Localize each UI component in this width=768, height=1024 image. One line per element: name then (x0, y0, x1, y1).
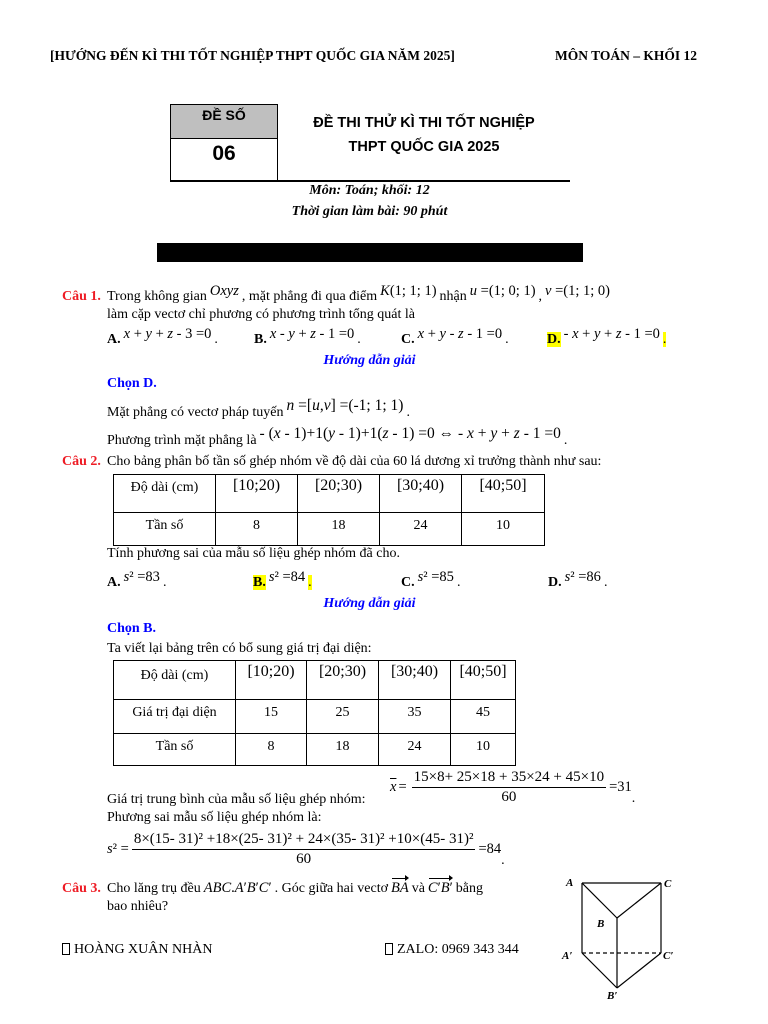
header-title: [HƯỚNG ĐẾN KÌ THI TỐT NGHIỆP THPT QUỐC GIA NĂM 2025] (50, 48, 455, 63)
table-cell: 35 (379, 700, 451, 734)
representative-value-table (113, 660, 516, 766)
option-expression: s² =86 (564, 569, 601, 585)
table-header-cell: [40;50] (451, 661, 516, 700)
answer-choice: Chọn B. (107, 621, 157, 636)
expression-end: . (501, 853, 505, 868)
solution-text: Mặt phẳng có vectơ pháp tuyến (107, 405, 284, 420)
question-3-label: Câu 3. (62, 881, 101, 896)
solution-text: Ta viết lại bảng trên có bổ sung giá trị đại diện: (107, 641, 372, 656)
mean-result: =31 (609, 778, 632, 795)
question-2-label: Câu 2. (62, 454, 101, 469)
mean-formula (390, 768, 635, 806)
exam-number-label: ĐỀ SỐ (171, 105, 277, 139)
question-text: , mặt phẳng đi qua điểm (241, 289, 378, 304)
vertex-label-b: B (597, 918, 605, 930)
question-3-line1 (62, 880, 483, 897)
question-text: Trong không gian (107, 289, 207, 304)
table-header-cell: [20;30) (298, 475, 380, 513)
edge-bc (617, 883, 661, 918)
table-row (114, 661, 516, 700)
math-expression: - (x - 1)+1(y - 1)+1(z - 1) =0 ⇔ - x + y + z - 1 =0 (259, 425, 561, 442)
math-expression: K(1; 1; 1) (380, 283, 437, 299)
answer-choice: Chọn D. (107, 376, 157, 391)
table-cell: 15 (236, 700, 307, 734)
question-2-line1 (62, 454, 601, 470)
math-expression: ABC.A′B′C′ (203, 880, 272, 896)
header-subject: MÔN TOÁN – KHỐI 12 (555, 48, 698, 63)
q1-option-d (547, 326, 667, 348)
q2-option-a (107, 569, 167, 591)
option-letter: D. (548, 575, 562, 590)
fraction-numerator: 8×(15- 31)² +18×(25- 31)² + 24×(35- 31)² +10×(45- 31)² (133, 831, 474, 847)
question-text: . Góc giữa hai vectơ (274, 881, 388, 896)
option-expression: x + y + z - 3 =0 (123, 326, 212, 342)
question-text: bằng (455, 881, 484, 896)
solution-heading: Hướng dẫn giải (323, 353, 416, 368)
q1-option-c (401, 326, 509, 348)
option-letter: D. (547, 332, 561, 347)
fraction-numerator: 15×8+ 25×18 + 35×24 + 45×10 (413, 769, 605, 785)
option-letter: C. (401, 332, 415, 347)
table-cell: 18 (307, 734, 379, 766)
mean-symbol: $\overline{x}$ (390, 778, 397, 795)
math-expression: u =(1; 0; 1) (469, 283, 536, 299)
q2-option-d (548, 569, 608, 591)
table-cell: 24 (380, 513, 462, 546)
edge-ab (582, 883, 617, 918)
footer-author (62, 942, 212, 958)
exam-number-box (170, 104, 278, 181)
table-cell: 24 (379, 734, 451, 766)
exam-duration: Thời gian làm bài: 90 phút (291, 204, 448, 219)
vertex-label-c: C (664, 878, 672, 890)
table-header-cell: Độ dài (cm) (114, 661, 236, 700)
table-cell: 10 (451, 734, 516, 766)
variance-fraction (132, 830, 476, 868)
question-1-line2: làm cặp vectơ chỉ phương có phương trình tổng quát là (107, 307, 415, 322)
edge-a1b1 (582, 953, 617, 988)
footer-zalo (385, 942, 519, 958)
option-end: . (162, 575, 167, 590)
exam-title-line2: THPT QUỐC GIA 2025 (348, 139, 500, 155)
solution-heading: Hướng dẫn giải (323, 596, 416, 611)
contact-icon (385, 943, 393, 955)
variance-result: =84 (478, 840, 502, 857)
exam-title-line1: ĐỀ THI THỬ KÌ THI TỐT NGHIỆP (313, 115, 535, 131)
prism-figure (555, 868, 695, 1005)
vertex-label-c1: C′ (663, 950, 674, 962)
table-header-cell: [30;40) (380, 475, 462, 513)
contact-icon (62, 943, 70, 955)
option-expression: s² =85 (417, 569, 454, 585)
option-end: . (456, 575, 461, 590)
table-row (114, 700, 516, 734)
table-cell: 18 (298, 513, 380, 546)
question-text: , (538, 289, 543, 304)
mean-label: Giá trị trung bình của mẫu số liệu ghép nhóm: (107, 792, 366, 807)
table-header-cell: [20;30) (307, 661, 379, 700)
mean-fraction (412, 768, 606, 806)
question-1-line1 (62, 283, 613, 305)
solution-text: Phương trình mặt phẳng là (107, 433, 257, 448)
option-letter: B. (253, 575, 266, 590)
math-expression: n =[u,v] =(-1; 1; 1) (286, 397, 404, 414)
table-row (114, 513, 545, 546)
variance-formula (107, 830, 505, 868)
expression-end: . (406, 405, 410, 420)
math-expression: Oxyz (209, 283, 239, 299)
question-text: Cho lăng trụ đều (107, 881, 201, 896)
table-cell: 25 (307, 700, 379, 734)
equals-sign: = (398, 778, 407, 795)
question-text: và (411, 881, 425, 896)
vertex-label-b1: B′ (607, 990, 618, 1002)
question-3-line2: bao nhiêu? (107, 899, 169, 914)
q2-option-b (253, 569, 312, 591)
expression-end: . (563, 433, 568, 448)
table-cell: 8 (236, 734, 307, 766)
frequency-table (113, 474, 545, 546)
vector-c1b1: C′B′ (427, 880, 453, 896)
zalo-contact: ZALO: 0969 343 344 (397, 942, 519, 957)
option-end: . (357, 332, 361, 347)
option-expression: s² =83 (123, 569, 160, 585)
variance-symbol: s² = (107, 840, 129, 857)
option-end: . (308, 575, 312, 590)
option-expression: s² =84 (268, 569, 306, 585)
q1-option-a (107, 326, 218, 348)
option-letter: A. (107, 332, 121, 347)
option-end: . (603, 575, 608, 590)
title-rule (170, 180, 570, 182)
exam-subject: Môn: Toán; khối: 12 (309, 183, 430, 198)
option-letter: A. (107, 575, 121, 590)
expression-end: . (631, 791, 636, 806)
vector-ba: BA (390, 880, 409, 896)
question-2-prompt: Tính phương sai của mẫu số liệu ghép nhóm đã cho. (107, 546, 400, 561)
table-header-cell: Độ dài (cm) (114, 475, 216, 513)
table-cell: Tần số (114, 513, 216, 546)
table-header-cell: [40;50] (462, 475, 545, 513)
option-end: . (662, 332, 667, 347)
question-text: Cho bảng phân bố tần số ghép nhóm về độ dài của 60 lá dương xỉ trưởng thành như sau: (107, 454, 602, 469)
question-1-label: Câu 1. (62, 289, 101, 304)
option-expression: - x + y + z - 1 =0 (563, 326, 660, 342)
math-expression: v =(1; 1; 0) (545, 283, 611, 299)
option-expression: x - y + z - 1 =0 (269, 326, 355, 342)
table-row (114, 475, 545, 513)
option-letter: C. (401, 575, 415, 590)
table-cell: 10 (462, 513, 545, 546)
table-cell: Tần số (114, 734, 236, 766)
plane-equation-line (107, 425, 568, 449)
vertex-label-a: A (566, 877, 574, 889)
edge-b1c1 (617, 953, 661, 988)
fraction-denominator: 60 (132, 849, 476, 868)
table-header-cell: [10;20) (236, 661, 307, 700)
option-end: . (214, 332, 218, 347)
table-header-cell: [10;20) (216, 475, 298, 513)
table-header-cell: [30;40) (379, 661, 451, 700)
table-row (114, 734, 516, 766)
black-bar (157, 243, 583, 262)
option-expression: x + y - z - 1 =0 (417, 326, 503, 342)
normal-vector-line (107, 397, 410, 421)
table-cell: 8 (216, 513, 298, 546)
vertex-label-a1: A′ (562, 950, 573, 962)
exam-number: 06 (212, 142, 236, 165)
table-cell: Giá trị đại diện (114, 700, 236, 734)
table-cell: 45 (451, 700, 516, 734)
fraction-denominator: 60 (412, 787, 606, 806)
variance-label: Phương sai mẫu số liệu ghép nhóm là: (107, 810, 322, 825)
option-end: . (505, 332, 509, 347)
q1-option-b (254, 326, 361, 348)
author-name: HOÀNG XUÂN NHÀN (74, 942, 213, 957)
option-letter: B. (254, 332, 267, 347)
question-text: nhận (439, 289, 467, 304)
q2-option-c (401, 569, 461, 591)
